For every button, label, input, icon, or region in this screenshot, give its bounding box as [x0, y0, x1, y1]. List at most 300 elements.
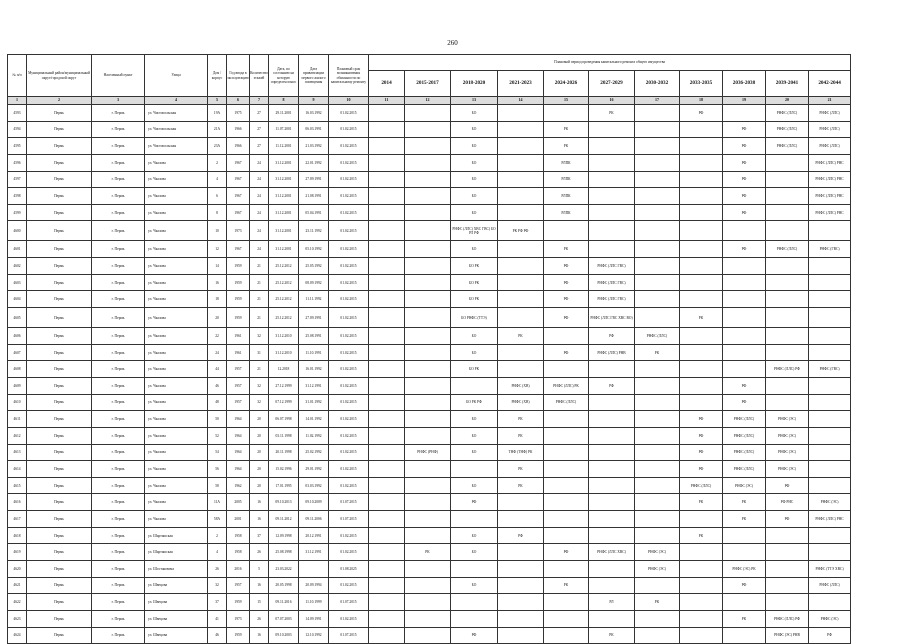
row-street: ул. Чкалова	[145, 171, 208, 188]
row-date-col8: 31.12.2001	[269, 241, 299, 258]
row-period-cell	[635, 444, 680, 461]
header-period: 2015-2017	[405, 71, 451, 97]
row-street: ул. Чистопольская	[145, 138, 208, 155]
row-year-built: 2005	[227, 494, 250, 511]
row-settlement: г. Пермь	[92, 138, 145, 155]
row-house: 19А	[208, 105, 227, 122]
table-row	[8, 138, 851, 155]
row-period-cell: БО	[451, 121, 498, 138]
row-period-cell	[635, 138, 680, 155]
row-date-col8: 17.01.1995	[269, 477, 299, 494]
column-number: 16	[589, 97, 635, 105]
row-street: ул. Чкалова	[145, 427, 208, 444]
row-period-cell: РК	[680, 527, 723, 544]
row-no: 4596	[8, 154, 27, 171]
row-period-cell	[498, 258, 544, 275]
header-period: 2039-2041	[766, 71, 809, 97]
row-period-cell: БО	[451, 188, 498, 205]
row-period-cell	[498, 105, 544, 122]
row-period-cell	[680, 328, 723, 345]
row-street: ул. Чкалова	[145, 154, 208, 171]
row-period-cell	[405, 411, 451, 428]
table-row	[8, 427, 851, 444]
row-no: 4600	[8, 221, 27, 241]
row-deadline: 01.07.2015	[329, 627, 369, 644]
row-period-cell: БО	[451, 138, 498, 155]
row-deadline: 01.02.2015	[329, 427, 369, 444]
row-period-cell	[809, 394, 851, 411]
row-street: ул. Чкалова	[145, 377, 208, 394]
row-floors: 21	[250, 258, 269, 275]
row-floors: 31	[250, 344, 269, 361]
row-period-cell: БО	[451, 344, 498, 361]
row-year-built: 1964	[227, 444, 250, 461]
row-period-cell	[405, 527, 451, 544]
header-settlement: Населенный пункт	[92, 55, 145, 97]
row-period-cell	[369, 394, 405, 411]
row-period-cell: РНФС (ЛЛС)	[723, 411, 766, 428]
row-house: 10	[208, 221, 227, 241]
row-period-cell: РК	[498, 427, 544, 444]
row-settlement: г. Пермь	[92, 121, 145, 138]
header-date-col8: Дата, по состоянию на которую определен износ	[269, 55, 299, 97]
row-period-cell	[405, 221, 451, 241]
header-period: 2024-2026	[544, 71, 589, 97]
row-date-col8: 31.12.2001	[269, 188, 299, 205]
row-street: ул. Шарташская	[145, 544, 208, 561]
row-date-col9: 06.03.1991	[299, 121, 329, 138]
table-row	[8, 377, 851, 394]
row-period-cell: РНФС (ЛЛС) ХВС ГВС) БО РЛ РФ	[451, 221, 498, 241]
row-period-cell	[405, 561, 451, 578]
row-deadline: 01.02.2015	[329, 154, 369, 171]
row-floors: 16	[250, 494, 269, 511]
row-street: ул. Чкалова	[145, 328, 208, 345]
row-period-cell	[451, 377, 498, 394]
header-period: 2030-2032	[635, 71, 680, 97]
row-street: ул. Чкалова	[145, 494, 208, 511]
row-municipality: Пермь	[27, 494, 92, 511]
row-period-cell: РФ	[544, 258, 589, 275]
row-period-cell	[723, 328, 766, 345]
row-no: 4601	[8, 241, 27, 258]
column-number: 7	[250, 97, 269, 105]
table-row	[8, 511, 851, 528]
row-no: 4609	[8, 377, 27, 394]
row-municipality: Пермь	[27, 577, 92, 594]
row-period-cell	[766, 394, 809, 411]
row-date-col9: 31.12.1991	[299, 377, 329, 394]
column-number: 4	[145, 97, 208, 105]
row-period-cell: РЛПК	[544, 171, 589, 188]
row-floors: 26	[250, 610, 269, 627]
row-period-cell: БО	[451, 527, 498, 544]
row-period-cell: РФ	[809, 627, 851, 644]
row-period-cell: РНФС (ЛЛС) РФ	[766, 610, 809, 627]
row-period-cell	[680, 154, 723, 171]
table-row	[8, 527, 851, 544]
row-period-cell	[635, 291, 680, 308]
row-period-cell: РФ	[723, 577, 766, 594]
row-period-cell: РФ	[766, 477, 809, 494]
row-period-cell	[369, 344, 405, 361]
row-period-cell	[498, 274, 544, 291]
row-no: 4610	[8, 394, 27, 411]
row-date-col9: 11.11.1992	[299, 291, 329, 308]
row-period-cell	[405, 121, 451, 138]
row-period-cell: РК РФ РФ	[498, 221, 544, 241]
row-year-built: 1967	[227, 154, 250, 171]
row-settlement: г. Пермь	[92, 427, 145, 444]
row-period-cell	[498, 308, 544, 328]
row-period-cell: БО РК РФ	[451, 394, 498, 411]
row-municipality: Пермь	[27, 394, 92, 411]
row-house: 52	[208, 427, 227, 444]
row-period-cell	[369, 328, 405, 345]
row-period-cell: РФ	[544, 274, 589, 291]
row-period-cell: РК	[544, 121, 589, 138]
row-period-cell: РНФС (ЭС)	[809, 610, 851, 627]
row-period-cell	[498, 121, 544, 138]
row-period-cell: РНФС (ЛЛС)	[723, 444, 766, 461]
row-settlement: г. Пермь	[92, 361, 145, 378]
row-period-cell: БО	[451, 171, 498, 188]
row-settlement: г. Пермь	[92, 105, 145, 122]
column-number: 10	[329, 97, 369, 105]
row-period-cell	[766, 258, 809, 275]
row-period-cell: РНФС (ЛЛС)	[809, 577, 851, 594]
row-period-cell	[766, 577, 809, 594]
row-period-cell	[405, 105, 451, 122]
row-period-cell: РФ	[498, 527, 544, 544]
row-floors: 37	[250, 527, 269, 544]
row-period-cell: РК	[589, 627, 635, 644]
header-planned-period: Плановый период проведения капитального ремонта общего имущества	[369, 55, 851, 71]
row-deadline: 01.02.2015	[329, 188, 369, 205]
row-period-cell	[498, 344, 544, 361]
row-period-cell	[635, 105, 680, 122]
row-house: 32	[208, 577, 227, 594]
row-settlement: г. Пермь	[92, 171, 145, 188]
row-date-col9: 20.12.1991	[299, 527, 329, 544]
header-period: 2014	[369, 71, 405, 97]
row-date-col8: 31.12.2001	[269, 204, 299, 221]
row-period-cell: РНФС (ЛЛС) РК	[544, 377, 589, 394]
row-period-cell: РНФС (ЭС)	[766, 461, 809, 478]
row-no: 4624	[8, 627, 27, 644]
row-municipality: Пермь	[27, 361, 92, 378]
row-date-col8: 12.09.1998	[269, 527, 299, 544]
table-row	[8, 494, 851, 511]
row-period-cell: РНФС (ЛЛС) РНС	[809, 188, 851, 205]
row-period-cell	[635, 204, 680, 221]
row-period-cell: РК	[544, 241, 589, 258]
row-period-cell	[451, 594, 498, 611]
row-house: 56	[208, 461, 227, 478]
row-period-cell	[405, 427, 451, 444]
row-period-cell: РНФС (ЛЛС)	[766, 105, 809, 122]
row-period-cell: РНФС (ЛЛС)	[809, 138, 851, 155]
column-number: 19	[723, 97, 766, 105]
row-settlement: г. Пермь	[92, 188, 145, 205]
row-period-cell	[766, 291, 809, 308]
row-period-cell: РК	[498, 477, 544, 494]
row-period-cell: РНФС (ЭС)	[766, 411, 809, 428]
row-deadline: 01.02.2015	[329, 221, 369, 241]
row-period-cell	[451, 461, 498, 478]
row-period-cell: РФ	[680, 105, 723, 122]
row-period-cell: РНФС (ЛЛС)	[809, 105, 851, 122]
row-house: 2	[208, 154, 227, 171]
row-period-cell	[369, 188, 405, 205]
row-period-cell	[405, 627, 451, 644]
row-municipality: Пермь	[27, 138, 92, 155]
header-period: 2042-2044	[809, 71, 851, 97]
row-house: 48	[208, 394, 227, 411]
table-row	[8, 188, 851, 205]
row-floors: 20	[250, 411, 269, 428]
row-date-col9: 11.02.1992	[299, 427, 329, 444]
row-period-cell	[369, 154, 405, 171]
row-period-cell: РНФС (ЛЛС)	[766, 138, 809, 155]
row-period-cell: РФ	[680, 461, 723, 478]
row-municipality: Пермь	[27, 154, 92, 171]
row-house: 2	[208, 527, 227, 544]
table-row	[8, 594, 851, 611]
column-number: 12	[405, 97, 451, 105]
row-period-cell: РК	[635, 594, 680, 611]
row-no: 4612	[8, 427, 27, 444]
row-house: 58	[208, 477, 227, 494]
row-deadline: 01.02.2015	[329, 121, 369, 138]
row-no: 4594	[8, 121, 27, 138]
row-period-cell	[723, 221, 766, 241]
row-house: 6	[208, 188, 227, 205]
row-period-cell	[680, 171, 723, 188]
row-period-cell	[589, 494, 635, 511]
row-no: 4621	[8, 577, 27, 594]
row-period-cell: РК	[723, 511, 766, 528]
table-row	[8, 444, 851, 461]
table-row	[8, 394, 851, 411]
row-period-cell: РФ	[451, 627, 498, 644]
row-year-built: 1957	[227, 577, 250, 594]
row-municipality: Пермь	[27, 377, 92, 394]
row-date-col8: 07.07.2003	[269, 610, 299, 627]
header-period: 2021-2023	[498, 71, 544, 97]
row-year-built: 1961	[227, 344, 250, 361]
row-period-cell	[544, 627, 589, 644]
row-period-cell	[766, 221, 809, 241]
row-date-col8: 09.11.2012	[269, 511, 299, 528]
row-municipality: Пермь	[27, 171, 92, 188]
row-date-col9: 21.08.1991	[299, 188, 329, 205]
row-date-col9: 09.10.2009	[299, 494, 329, 511]
row-period-cell	[635, 121, 680, 138]
row-period-cell	[680, 594, 723, 611]
row-settlement: г. Пермь	[92, 494, 145, 511]
row-floors: 24	[250, 171, 269, 188]
table-row	[8, 204, 851, 221]
row-no: 4613	[8, 444, 27, 461]
row-house: 41	[208, 610, 227, 627]
row-house: 44	[208, 361, 227, 378]
row-period-cell	[369, 361, 405, 378]
row-settlement: г. Пермь	[92, 221, 145, 241]
table-row	[8, 121, 851, 138]
row-period-cell	[544, 361, 589, 378]
row-period-cell	[544, 511, 589, 528]
header-date-col9: Дата приватизации первого жилого помещения	[299, 55, 329, 97]
row-settlement: г. Пермь	[92, 394, 145, 411]
row-period-cell: РФ	[680, 444, 723, 461]
row-date-col8: 20.11.1998	[269, 444, 299, 461]
row-period-cell	[809, 308, 851, 328]
row-period-cell: РНФС (ЛЛС) РНС	[809, 511, 851, 528]
row-period-cell: РНФС (ЭС)	[635, 544, 680, 561]
row-period-cell	[369, 527, 405, 544]
row-period-cell	[369, 121, 405, 138]
row-period-cell: РНФС (ЛЛС ГВС ХВС ВО)	[589, 308, 635, 328]
row-no: 4604	[8, 291, 27, 308]
row-period-cell: БО	[451, 544, 498, 561]
row-period-cell: РНФС (ЛЛС ГВС)	[589, 291, 635, 308]
row-period-cell	[498, 511, 544, 528]
row-period-cell	[635, 171, 680, 188]
table-row	[8, 610, 851, 627]
row-period-cell	[723, 308, 766, 328]
row-year-built: 1961	[227, 328, 250, 345]
row-date-col9: 31.01.1992	[299, 394, 329, 411]
row-period-cell	[451, 610, 498, 627]
row-period-cell	[680, 511, 723, 528]
row-no: 4607	[8, 344, 27, 361]
row-period-cell	[680, 610, 723, 627]
row-house: 50	[208, 411, 227, 428]
table-row	[8, 274, 851, 291]
row-floors: 20	[250, 427, 269, 444]
row-deadline: 01.02.2015	[329, 444, 369, 461]
row-no: 4618	[8, 527, 27, 544]
row-municipality: Пермь	[27, 344, 92, 361]
table-row	[8, 154, 851, 171]
row-date-col8: 31.12.2010	[269, 328, 299, 345]
row-period-cell	[544, 427, 589, 444]
row-date-col9: 08.09.1992	[299, 274, 329, 291]
row-period-cell	[589, 361, 635, 378]
row-date-col8: 31.12.2010	[269, 344, 299, 361]
row-deadline: 01.02.2015	[329, 138, 369, 155]
row-house: 12	[208, 241, 227, 258]
row-period-cell	[723, 258, 766, 275]
row-period-cell: РНФС (ЛЛС) РНС	[809, 154, 851, 171]
row-house: 11А	[208, 494, 227, 511]
row-period-cell: РФ	[544, 291, 589, 308]
row-year-built: 1967	[227, 241, 250, 258]
row-period-cell: РК	[723, 610, 766, 627]
row-no: 4608	[8, 361, 27, 378]
row-year-built: 1959	[227, 594, 250, 611]
row-period-cell	[635, 361, 680, 378]
row-period-cell	[635, 154, 680, 171]
column-number: 8	[269, 97, 299, 105]
row-period-cell	[544, 494, 589, 511]
row-period-cell	[635, 494, 680, 511]
row-deadline: 01.02.2015	[329, 344, 369, 361]
row-period-cell	[498, 138, 544, 155]
row-period-cell: РНФС (ХВ)	[498, 377, 544, 394]
row-period-cell	[405, 344, 451, 361]
row-period-cell	[405, 138, 451, 155]
row-period-cell	[589, 477, 635, 494]
row-period-cell: РФ	[680, 411, 723, 428]
row-floors: 21	[250, 291, 269, 308]
row-street: ул. Чкалова	[145, 221, 208, 241]
row-date-col8: 31.12.2001	[269, 221, 299, 241]
row-period-cell	[498, 544, 544, 561]
column-number: 1	[8, 97, 27, 105]
header-period: 2018-2020	[451, 71, 498, 97]
row-street: ул. Чкалова	[145, 308, 208, 328]
row-period-cell	[635, 377, 680, 394]
row-date-col8: 06.07.1998	[269, 411, 299, 428]
row-settlement: г. Пермь	[92, 610, 145, 627]
row-period-cell: БО РК	[451, 274, 498, 291]
row-period-cell: РНФС (ХВ)	[498, 394, 544, 411]
row-period-cell	[405, 204, 451, 221]
row-house: 23А	[208, 138, 227, 155]
row-floors: 24	[250, 154, 269, 171]
row-period-cell	[544, 105, 589, 122]
row-street: ул. Швецова	[145, 627, 208, 644]
row-period-cell	[369, 444, 405, 461]
row-street: ул. Чкалова	[145, 411, 208, 428]
column-number: 14	[498, 97, 544, 105]
row-year-built: 1962	[227, 477, 250, 494]
row-period-cell	[680, 221, 723, 241]
row-period-cell	[723, 627, 766, 644]
row-year-built: 2001	[227, 511, 250, 528]
row-period-cell: РФ	[723, 121, 766, 138]
row-street: ул. Чкалова	[145, 394, 208, 411]
row-period-cell	[635, 610, 680, 627]
row-settlement: г. Пермь	[92, 274, 145, 291]
row-period-cell	[498, 154, 544, 171]
row-settlement: г. Пермь	[92, 241, 145, 258]
row-settlement: г. Пермь	[92, 477, 145, 494]
row-period-cell: РФ	[723, 138, 766, 155]
row-period-cell	[680, 188, 723, 205]
table-row	[8, 361, 851, 378]
row-period-cell	[680, 121, 723, 138]
row-period-cell	[809, 477, 851, 494]
row-date-col8: 11.12.2001	[269, 138, 299, 155]
row-period-cell	[723, 105, 766, 122]
row-period-cell	[544, 411, 589, 428]
row-period-cell	[369, 627, 405, 644]
row-period-cell	[680, 377, 723, 394]
row-date-col9: 22.01.1992	[299, 154, 329, 171]
row-period-cell: РНФС (ЛЛС ГВС)	[589, 258, 635, 275]
row-date-col9: 21.03.1992	[299, 138, 329, 155]
row-period-cell	[766, 204, 809, 221]
row-period-cell: РНФС (ЛЛС)	[809, 121, 851, 138]
row-date-col9: 12.10.1992	[299, 627, 329, 644]
row-period-cell: РНФС (ЛЛС ХВС)	[589, 544, 635, 561]
row-period-cell	[766, 594, 809, 611]
row-period-cell: БО	[451, 477, 498, 494]
row-period-cell	[680, 544, 723, 561]
